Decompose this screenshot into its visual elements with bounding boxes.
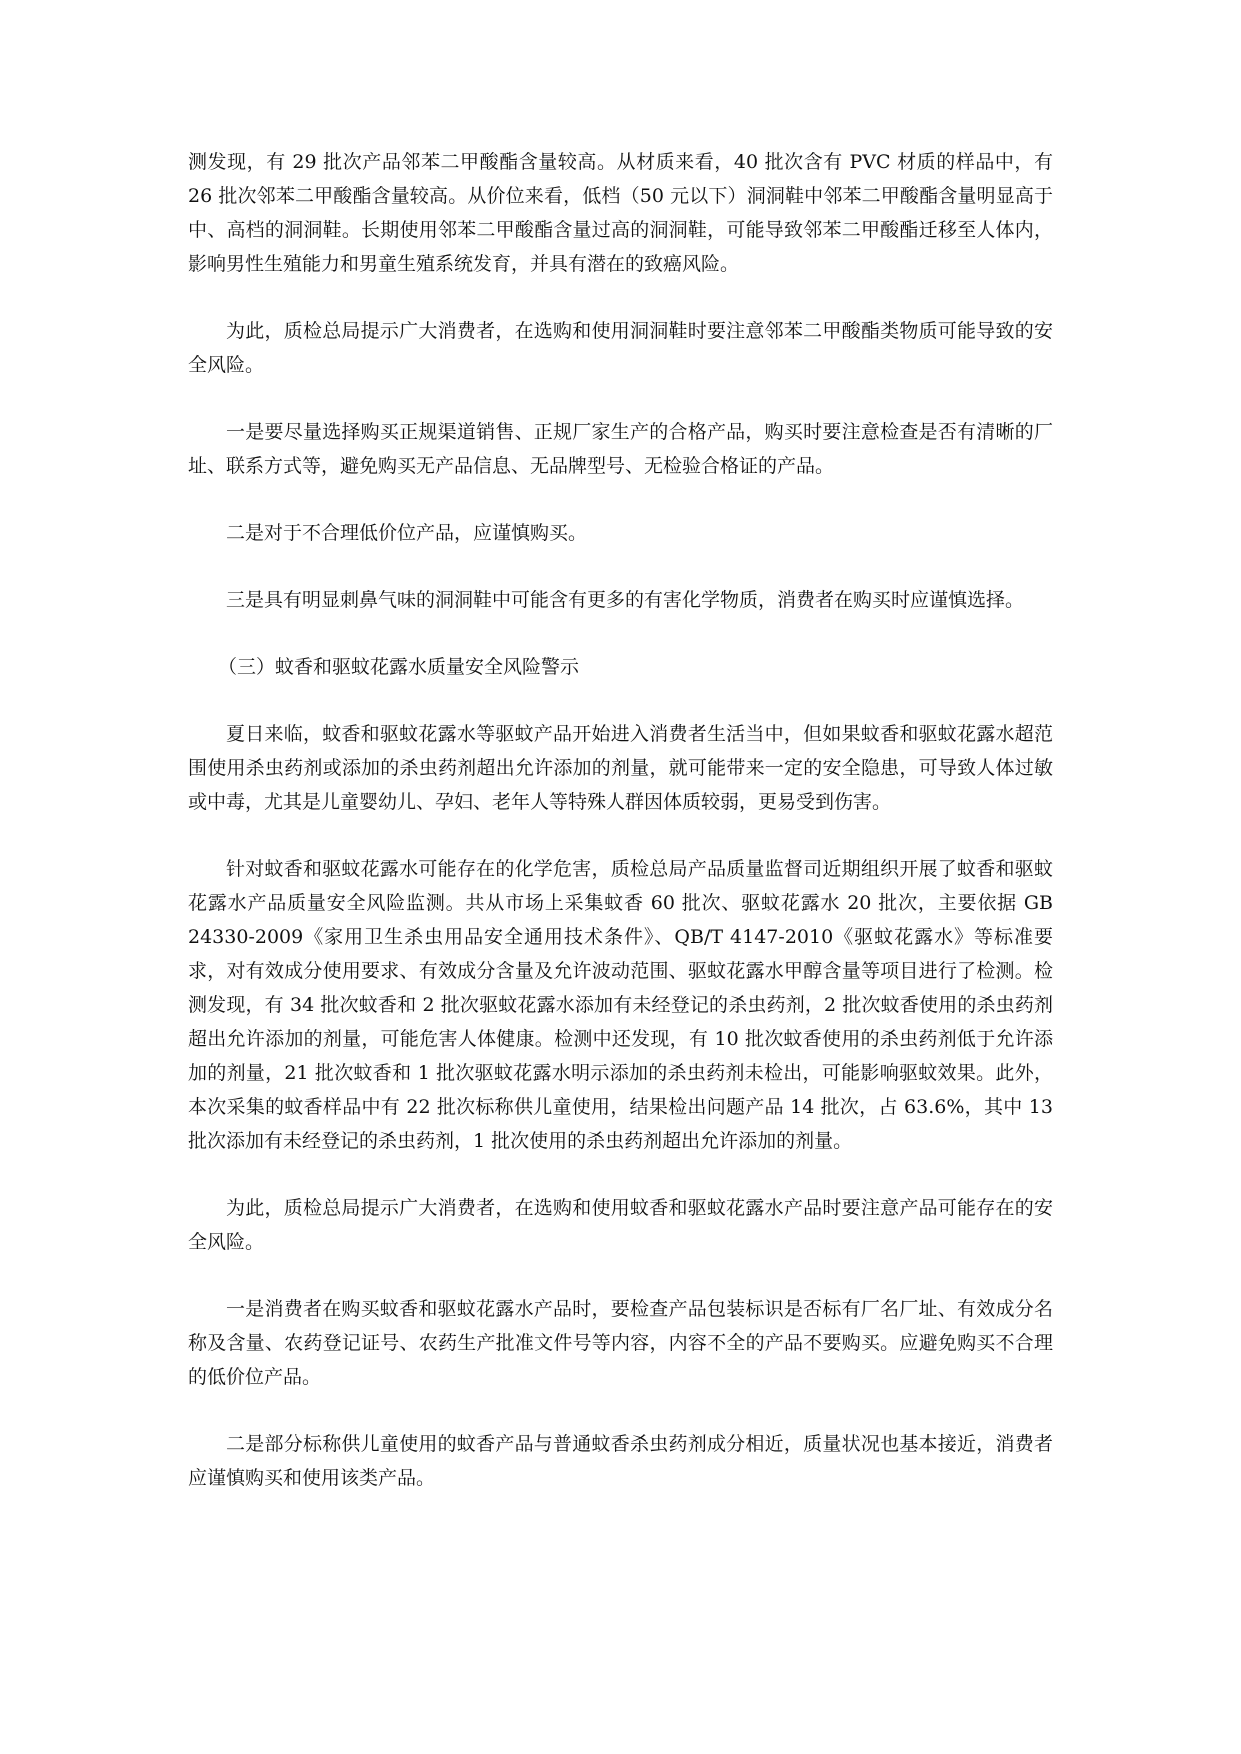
paragraph-mosquito-advice-2: 二是部分标称供儿童使用的蚊香产品与普通蚊香杀虫药剂成分相近，质量状况也基本接近，消费者应谨慎购买和使用该类产品。 bbox=[188, 1433, 1053, 1489]
paragraph-mosquito-warning-intro: 为此，质检总局提示广大消费者，在选购和使用蚊香和驱蚊花露水产品时要注意产品可能存在的安全风险。 bbox=[188, 1197, 1053, 1253]
paragraph-crocs-warning-intro: 为此，质检总局提示广大消费者，在选购和使用洞洞鞋时要注意邻苯二甲酸酯类物质可能导致的安全风险。 bbox=[188, 320, 1053, 376]
paragraph-mosquito-advice-1: 一是消费者在购买蚊香和驱蚊花露水产品时，要检查产品包装标识是否标有厂名厂址、有效成分名称及含量、农药登记证号、农药生产批准文件号等内容，内容不全的产品不要购买。应避免购买不合理的低价位产品。 bbox=[188, 1298, 1053, 1388]
paragraph-crocs-advice-3: 三是具有明显刺鼻气味的洞洞鞋中可能含有更多的有害化学物质，消费者在购买时应谨慎选择。 bbox=[226, 589, 1025, 611]
paragraph-phthalate-findings: 测发现，有 29 批次产品邻苯二甲酸酯含量较高。从材质来看，40 批次含有 PVC 材质的样品中，有 26 批次邻苯二甲酸酯含量较高。从价位来看，低档（50 元以下）洞洞鞋中邻苯二甲酸酯含量明显高于中、高档的洞洞鞋。长期使用邻苯二甲酸酯含量过高的洞洞鞋，可能导致邻苯二甲酸酯迁移至人体内，影响男性生殖能力和男童生殖系统发育，并具有潜在的致癌风险。 bbox=[188, 151, 1053, 275]
paragraph-crocs-advice-2: 二是对于不合理低价位产品，应谨慎购买。 bbox=[226, 522, 588, 544]
paragraph-mosquito-findings: 针对蚊香和驱蚊花露水可能存在的化学危害，质检总局产品质量监督司近期组织开展了蚊香和驱蚊花露水产品质量安全风险监测。共从市场上采集蚊香 60 批次、驱蚊花露水 20 批次，主要依据 GB 24330-2009《家用卫生杀虫用品安全通用技术条件》、QB/T 4147-2010《驱蚊花露水》等标准要求，对有效成分使用要求、有效成分含量及允许波动范围、驱蚊花露水甲醇含量等项目进行了检测。检测发现，有 34 批次蚊香和 2 批次驱蚊花露水添加有未经登记的杀虫药剂，2 批次蚊香使用的杀虫药剂超出允许添加的剂量，可能危害人体健康。检测中还发现，有 10 批次蚊香使用的杀虫药剂低于允许添加的剂量，21 批次蚊香和 1 批次驱蚊花露水明示添加的杀虫药剂未检出，可能影响驱蚊效果。此外，本次采集的蚊香样品中有 22 批次标称供儿童使用，结果检出问题产品 14 批次，占 63.6%，其中 13 批次添加有未经登记的杀虫药剂，1 批次使用的杀虫药剂超出允许添加的剂量。 bbox=[188, 858, 1053, 1152]
paragraph-crocs-advice-1: 一是要尽量选择购买正规渠道销售、正规厂家生产的合格产品，购买时要注意检查是否有清晰的厂址、联系方式等，避免购买无产品信息、无品牌型号、无检验合格证的产品。 bbox=[188, 421, 1053, 477]
section-heading-mosquito: （三）蚊香和驱蚊花露水质量安全风险警示 bbox=[218, 656, 580, 678]
paragraph-mosquito-intro: 夏日来临，蚊香和驱蚊花露水等驱蚊产品开始进入消费者生活当中，但如果蚊香和驱蚊花露水超范围使用杀虫药剂或添加的杀虫药剂超出允许添加的剂量，就可能带来一定的安全隐患，可导致人体过敏或中毒，尤其是儿童婴幼儿、孕妇、老年人等特殊人群因体质较弱，更易受到伤害。 bbox=[188, 723, 1053, 813]
